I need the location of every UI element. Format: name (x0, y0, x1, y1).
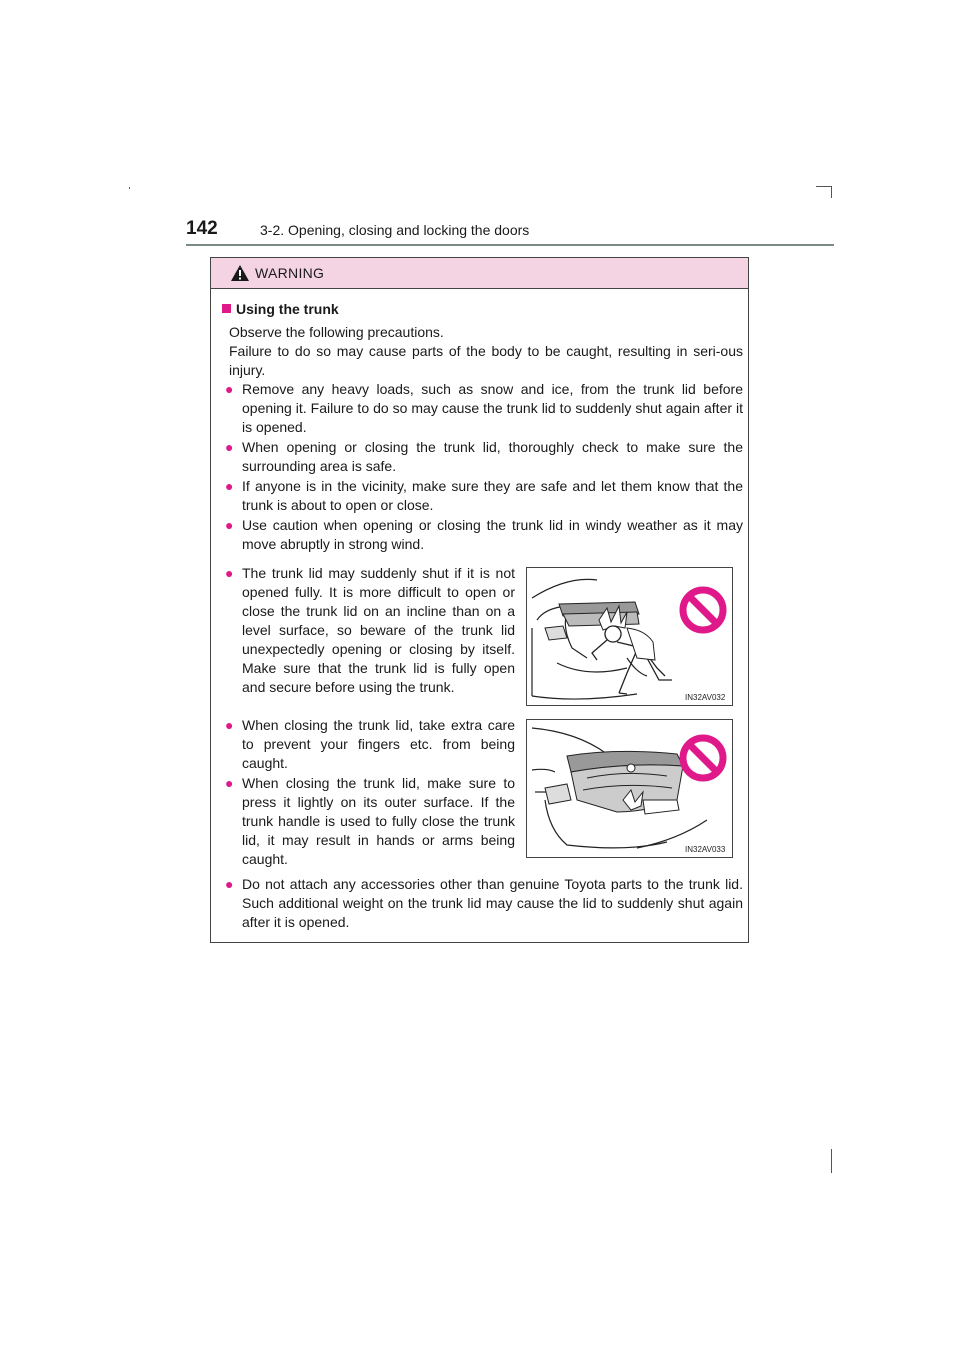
bullet-text: The trunk lid may suddenly shut if it is not opened fully. It is more difficult to open or close the trunk lid on an incline than on a level surface, so beware of the trunk lid unexpectedly opening or closing by itself. Make sure that the trunk lid is fully open and secure before using the trunk. (242, 565, 515, 695)
section-title-text: Using the trunk (236, 301, 339, 317)
bullet-dot-icon: ● (225, 717, 234, 733)
bullet-item (225, 380, 743, 437)
bullet-text: If anyone is in the vicinity, make sure they are safe and let them know that the trunk is about to open or close. (242, 478, 743, 513)
illustration-code: IN32AV032 (685, 693, 726, 702)
bullet-dot-icon: ● (225, 478, 234, 494)
chapter-title: 3-2. Opening, closing and locking the doors (260, 222, 530, 238)
crop-mark-top-left (129, 187, 130, 189)
warning-header (211, 258, 748, 289)
intro-text-2: Failure to do so may cause parts of the body to be caught, resulting in seri-ous injury. (229, 343, 743, 378)
prohibition-icon (678, 733, 728, 783)
bullet-dot-icon: ● (225, 876, 234, 892)
crop-mark-top-right-v (831, 186, 832, 198)
crop-mark-top-right-h (816, 186, 832, 187)
bullet-text: When opening or closing the trunk lid, thoroughly check to make sure the surrounding area is safe. (242, 439, 743, 474)
bullet-dot-icon: ● (225, 381, 234, 397)
bullet-item (225, 477, 743, 515)
bullet-text: When closing the trunk lid, take extra care to prevent your fingers etc. from being caught. (242, 717, 515, 771)
bullet-dot-icon: ● (225, 775, 234, 791)
bullet-text: When closing the trunk lid, make sure to press it lightly on its outer surface. If the trunk handle is used to fully close the trunk lid, it may result in hands or arms being caught. (242, 775, 515, 867)
bullet-text: Remove any heavy loads, such as snow and ice, from the trunk lid before opening it. Failure to do so may cause the trunk lid to suddenly shut again after it is opened. (242, 381, 743, 435)
section-square-icon (222, 304, 231, 313)
bullet-text: Do not attach any accessories other than genuine Toyota parts to the trunk lid. Such additional weight on the trunk lid may cause the lid to suddenly shut again after it is opened. (242, 876, 743, 930)
warning-triangle-icon (230, 264, 250, 282)
bullet-dot-icon: ● (225, 439, 234, 455)
warning-label: WARNING (255, 265, 325, 281)
header-rule (186, 244, 834, 246)
bullet-item (225, 716, 515, 773)
warning-box (210, 257, 749, 943)
prohibition-icon (678, 585, 728, 635)
bullet-dot-icon: ● (225, 517, 234, 533)
bullet-item (225, 564, 515, 697)
trunk-fingers-illustration (526, 719, 733, 858)
bullet-item (225, 774, 515, 869)
illustration-code: IN32AV033 (685, 845, 726, 854)
trunk-lid-illustration (526, 567, 733, 706)
bullet-item (225, 875, 743, 932)
crop-mark-bottom-right (831, 1149, 832, 1173)
bullet-item (225, 438, 743, 476)
section-title (222, 301, 339, 317)
page-number: 142 (186, 218, 218, 239)
bullet-text: Use caution when opening or closing the trunk lid in windy weather as it may move abruptly in strong wind. (242, 517, 743, 552)
bullet-dot-icon: ● (225, 565, 234, 581)
intro-text: Observe the following precautions. (229, 324, 444, 340)
bullet-item (225, 516, 743, 554)
